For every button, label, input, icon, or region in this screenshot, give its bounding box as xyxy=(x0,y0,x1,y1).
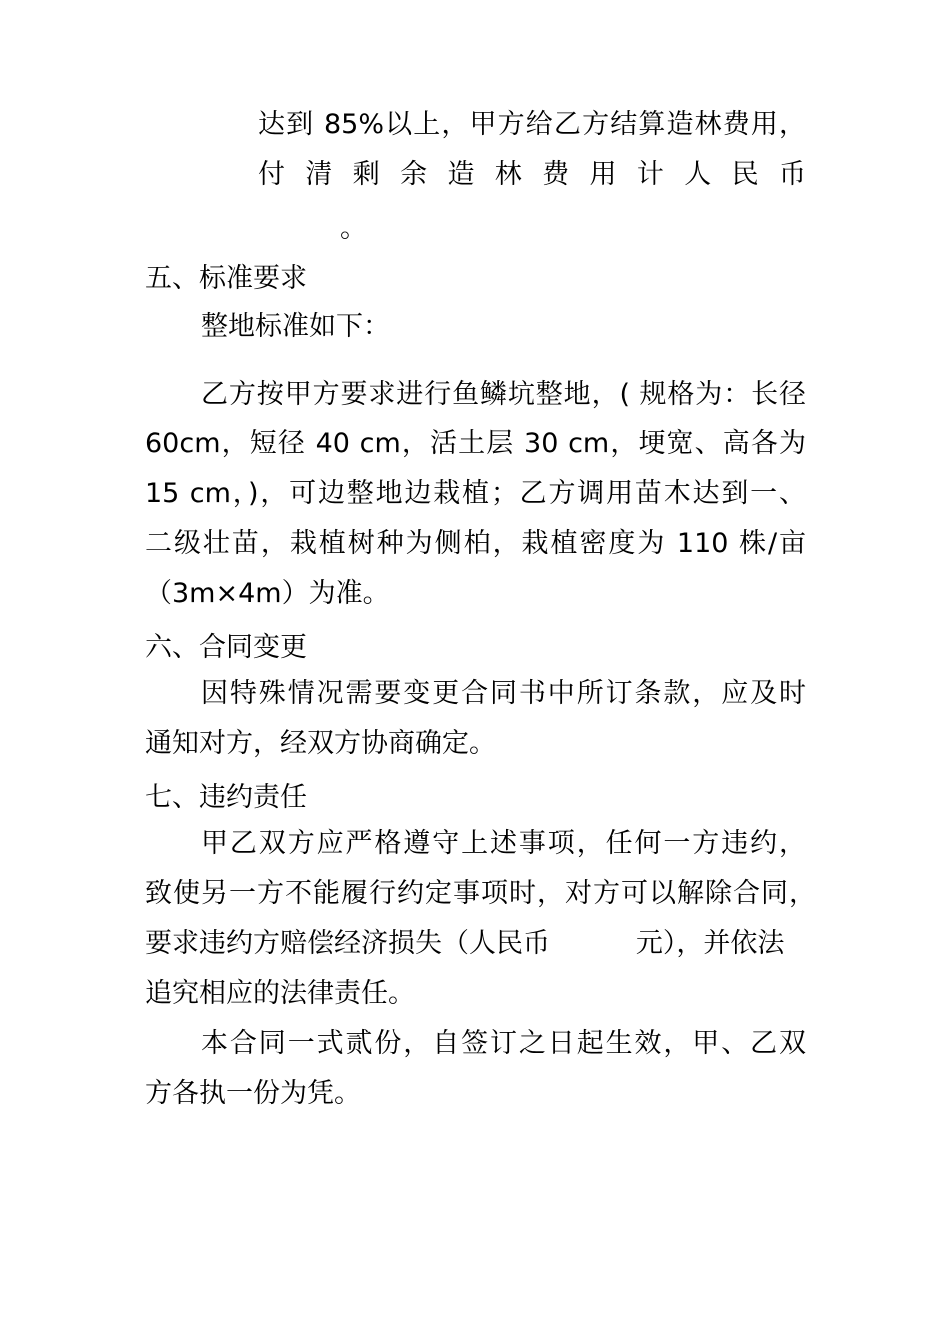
liability-para-line: 甲乙双方应严格遵守上述事项，任何一方违约， xyxy=(201,828,806,859)
standards-para-line: 15 cm，)，可边整地边栽植；乙方调用苗木达到一、 xyxy=(145,478,806,509)
liability-para-line: 要求违约方赔偿经济损失（人民币 元），并依法 xyxy=(145,928,785,959)
closing-para-line: 本合同一式贰份，自签订之日起生效，甲、乙双 xyxy=(201,1028,806,1059)
section-heading-liability: 七、违约责任 xyxy=(145,782,307,813)
change-para-line: 因特殊情况需要变更合同书中所订条款，应及时 xyxy=(201,678,806,709)
section-subheading-site-prep: 整地标准如下： xyxy=(201,311,390,342)
payment-line-1: 达到 85%以上，甲方给乙方结算造林费用， xyxy=(258,109,806,140)
section-heading-standards: 五、标准要求 xyxy=(145,263,307,294)
change-para-line: 通知对方，经双方协商确定。 xyxy=(145,728,496,759)
liability-para-line: 追究相应的法律责任。 xyxy=(145,978,415,1009)
standards-para-line: 60cm，短径 40 cm，活土层 30 cm，埂宽、高各为 xyxy=(145,428,806,459)
standards-para-line: （3m×4m）为准。 xyxy=(145,578,390,609)
closing-para-line: 方各执一份为凭。 xyxy=(145,1078,361,1109)
payment-line-2: 付 清 剩 余 造 林 费 用 计 人 民 币 xyxy=(258,159,806,190)
payment-line-3: 。 xyxy=(340,213,367,244)
standards-para-line: 二级壮苗，栽植树种为侧柏，栽植密度为 110 株/亩 xyxy=(145,528,806,559)
standards-para-line: 乙方按甲方要求进行鱼鳞坑整地，( 规格为：长径 xyxy=(201,379,806,410)
liability-para-line: 致使另一方不能履行约定事项时，对方可以解除合同， xyxy=(145,878,816,909)
section-heading-contract-change: 六、合同变更 xyxy=(145,632,307,663)
